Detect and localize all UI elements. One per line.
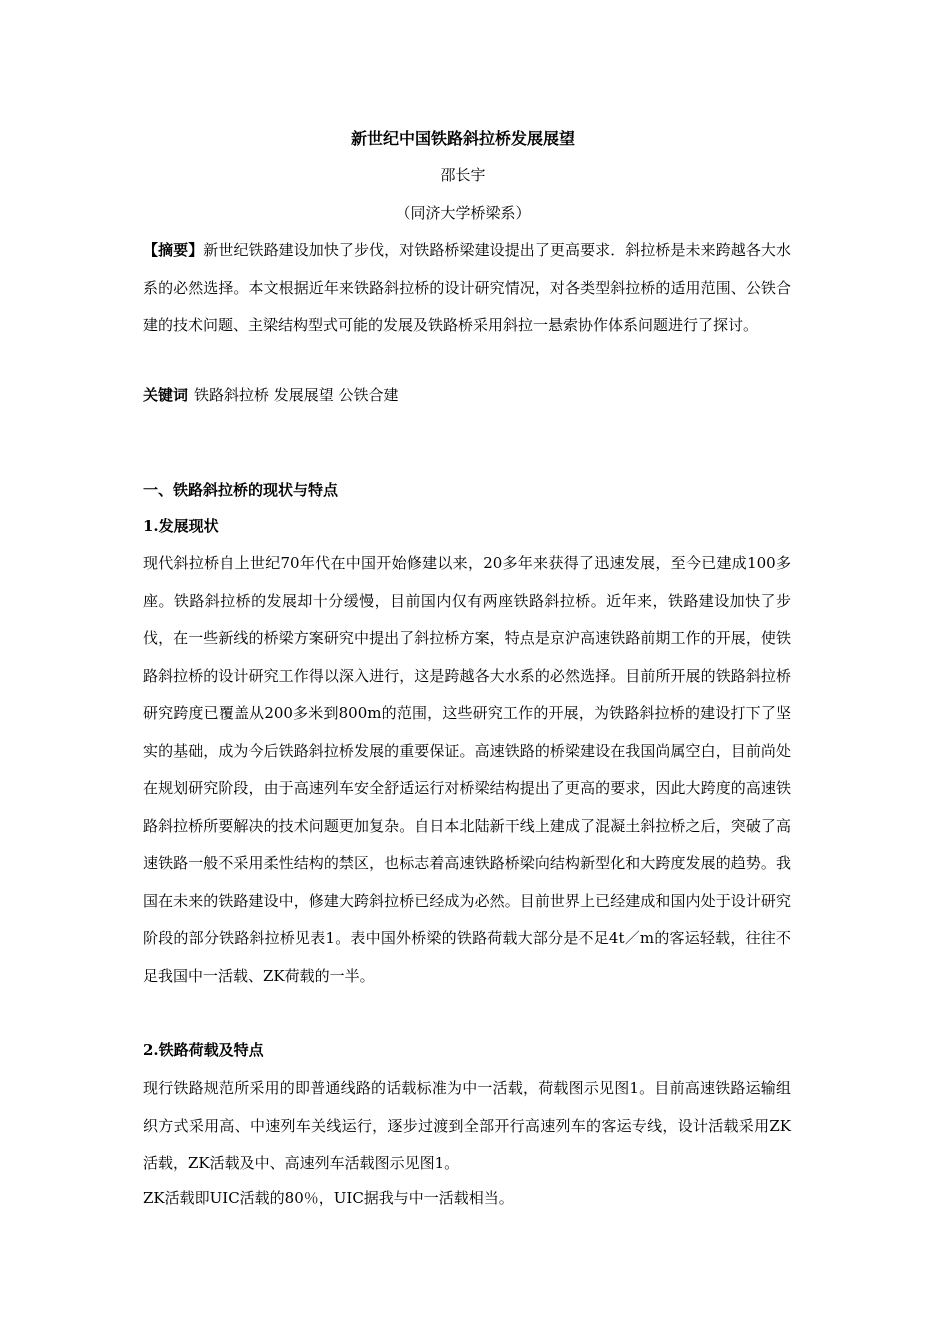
subsection-heading-development: 1.发展现状 xyxy=(143,517,219,535)
subsection-heading-loads: 2.铁路荷载及特点 xyxy=(143,1041,264,1059)
author-name: 邵长宇 xyxy=(440,166,486,184)
keywords-label: 关键词 xyxy=(143,386,189,404)
keywords-line xyxy=(143,380,791,410)
keywords-text: 铁路斜拉桥 发展展望 公铁合建 xyxy=(194,386,399,404)
section-heading: 一、铁路斜拉桥的现状与特点 xyxy=(143,481,339,499)
body-paragraph-loads: 现行铁路规范所采用的即普通线路的话载标准为中一活载，荷载图示见图1。目前高速铁路运输组织方式采用高、中速列车关线运行，逐步过渡到全部开行高速列车的客运专线，设计活载采用ZK活载，ZK活载及中、高速列车活载图示见图1。 xyxy=(143,1079,791,1172)
abstract-text: 新世纪铁路建设加快了步伐，对铁路桥梁建设提出了更高要求．斜拉桥是未来跨越各大水系的必然选择。本文根据近年来铁路斜拉桥的设计研究情况，对各类型斜拉桥的适用范围、公铁合建的技术问题、主梁结构型式可能的发展及铁路桥采用斜拉一悬索协作体系问题进行了探讨。 xyxy=(143,241,791,334)
body-paragraph-development: 现代斜拉桥自上世纪70年代在中国开始修建以来，20多年来获得了迅速发展，至今已建成100多座。铁路斜拉桥的发展却十分缓慢，目前国内仅有两座铁路斜拉桥。近年来，铁路建设加快了步伐，在一些新线的桥梁方案研究中提出了斜拉桥方案，特点是京沪高速铁路前期工作的开展，使铁路斜拉桥的设计研究工作得以深入进行，这是跨越各大水系的必然选择。目前所开展的铁路斜拉桥研究跨度已覆盖从200多米到800m的范围，这些研究工作的开展，为铁路斜拉桥的建设打下了坚实的基础，成为今后铁路斜拉桥发展的重要保证。高速铁路的桥梁建设在我国尚属空白，目前尚处在规划研究阶段，由于高速列车安全舒适运行对桥梁结构提出了更高的要求，因此大跨度的高速铁路斜拉桥所要解决的技术问题更加复杂。自日本北陆新干线上建成了混凝土斜拉桥之后，突破了高速铁路一般不采用柔性结构的禁区，也标志着高速铁路桥梁向结构新型化和大跨度发展的趋势。我国在未来的铁路建设中，修建大跨斜拉桥已经成为必然。目前世界上已经建成和国内处于设计研究阶段的部分铁路斜拉桥见表1。表中国外桥梁的铁路荷载大部分是不足4t／m的客运轻载，往往不足我国中一活载、ZK荷载的一半。 xyxy=(143,554,791,985)
body-paragraph-zk-load: ZK活载即UIC活载的80％，UIC据我与中一活载相当。 xyxy=(143,1189,514,1207)
abstract-label: 【摘要】 xyxy=(143,241,204,259)
document-title: 新世纪中国铁路斜拉桥发展展望 xyxy=(350,129,575,148)
abstract-paragraph xyxy=(143,232,791,345)
author-affiliation: （同济大学桥梁系） xyxy=(395,204,531,222)
